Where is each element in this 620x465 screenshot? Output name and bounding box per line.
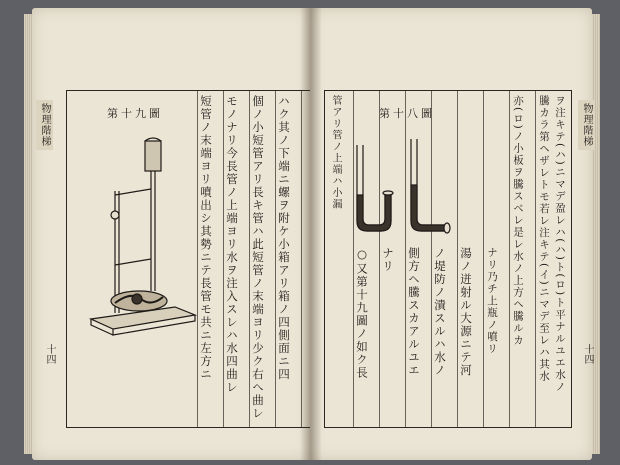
text-column: 個ノ小短管アリ長キ管ハ此短管ノ末端ヨリ少ク右へ曲レ xyxy=(251,95,265,420)
text-column: 亦(ロ)ノ小板ヲ騰スベレ是レ水ノ上方ヘ騰ルカ xyxy=(512,95,524,347)
text-column: ナリ xyxy=(381,247,395,273)
column-rule xyxy=(509,91,510,427)
column-rule xyxy=(483,91,484,427)
column-rule xyxy=(275,91,276,427)
text-column: 騰カラ第ヘザレトモ若レ注キテ(イ)ニマデ至レハ其水 xyxy=(538,95,550,383)
figure-19-illustration xyxy=(71,131,199,361)
right-text-frame xyxy=(324,90,572,428)
text-column: 湯ノ迸射ル大源ニテ河 xyxy=(459,247,473,377)
text-column: ヲ注キテ(ハ)ニマデ盈レハ(ハ)ト(ロ)ト平ナルユエ水ノ xyxy=(554,95,566,393)
figure-title: 第十九圖 xyxy=(107,107,163,120)
left-folio: 十四 xyxy=(44,344,55,364)
text-column: ハク其ノ下端ニ螺ヲ附ケ小箱アリ箱ノ四側面ニ四 xyxy=(277,95,291,381)
column-rule xyxy=(223,91,224,427)
open-book xyxy=(32,8,592,460)
right-page xyxy=(310,8,592,460)
text-column: ナリ乃チ上瓶ノ噴リ xyxy=(486,247,498,355)
text-column: 管アリ管ノ上端ハ小漏 xyxy=(330,95,341,210)
column-rule xyxy=(249,91,250,427)
column-rule xyxy=(457,91,458,427)
right-folio: 十四 xyxy=(582,344,593,364)
text-column: ノ堤防ノ潰スルハ水ノ xyxy=(433,247,447,377)
left-text-frame xyxy=(66,90,318,428)
right-margin-tab: 物理階梯 xyxy=(578,100,595,150)
text-column: ○又第十九圖ノ如ク長 xyxy=(355,247,369,380)
figure-title: 第十八圖 xyxy=(379,107,435,120)
book-gutter xyxy=(300,8,322,460)
left-margin-tab: 物理階梯 xyxy=(36,100,53,150)
text-column: 短管ノ末端ヨリ噴出シ其勢ニテ長管モ共ニ左方ニ xyxy=(199,95,213,381)
text-column: モノナリ今長管ノ上端ヨリ水ヲ注入スレハ水四曲レ xyxy=(225,95,239,394)
column-rule xyxy=(535,91,536,427)
figure-18-illustration xyxy=(343,135,455,245)
text-column: 側方ヘ騰スカアルユエ xyxy=(407,247,421,377)
left-page xyxy=(32,8,310,460)
